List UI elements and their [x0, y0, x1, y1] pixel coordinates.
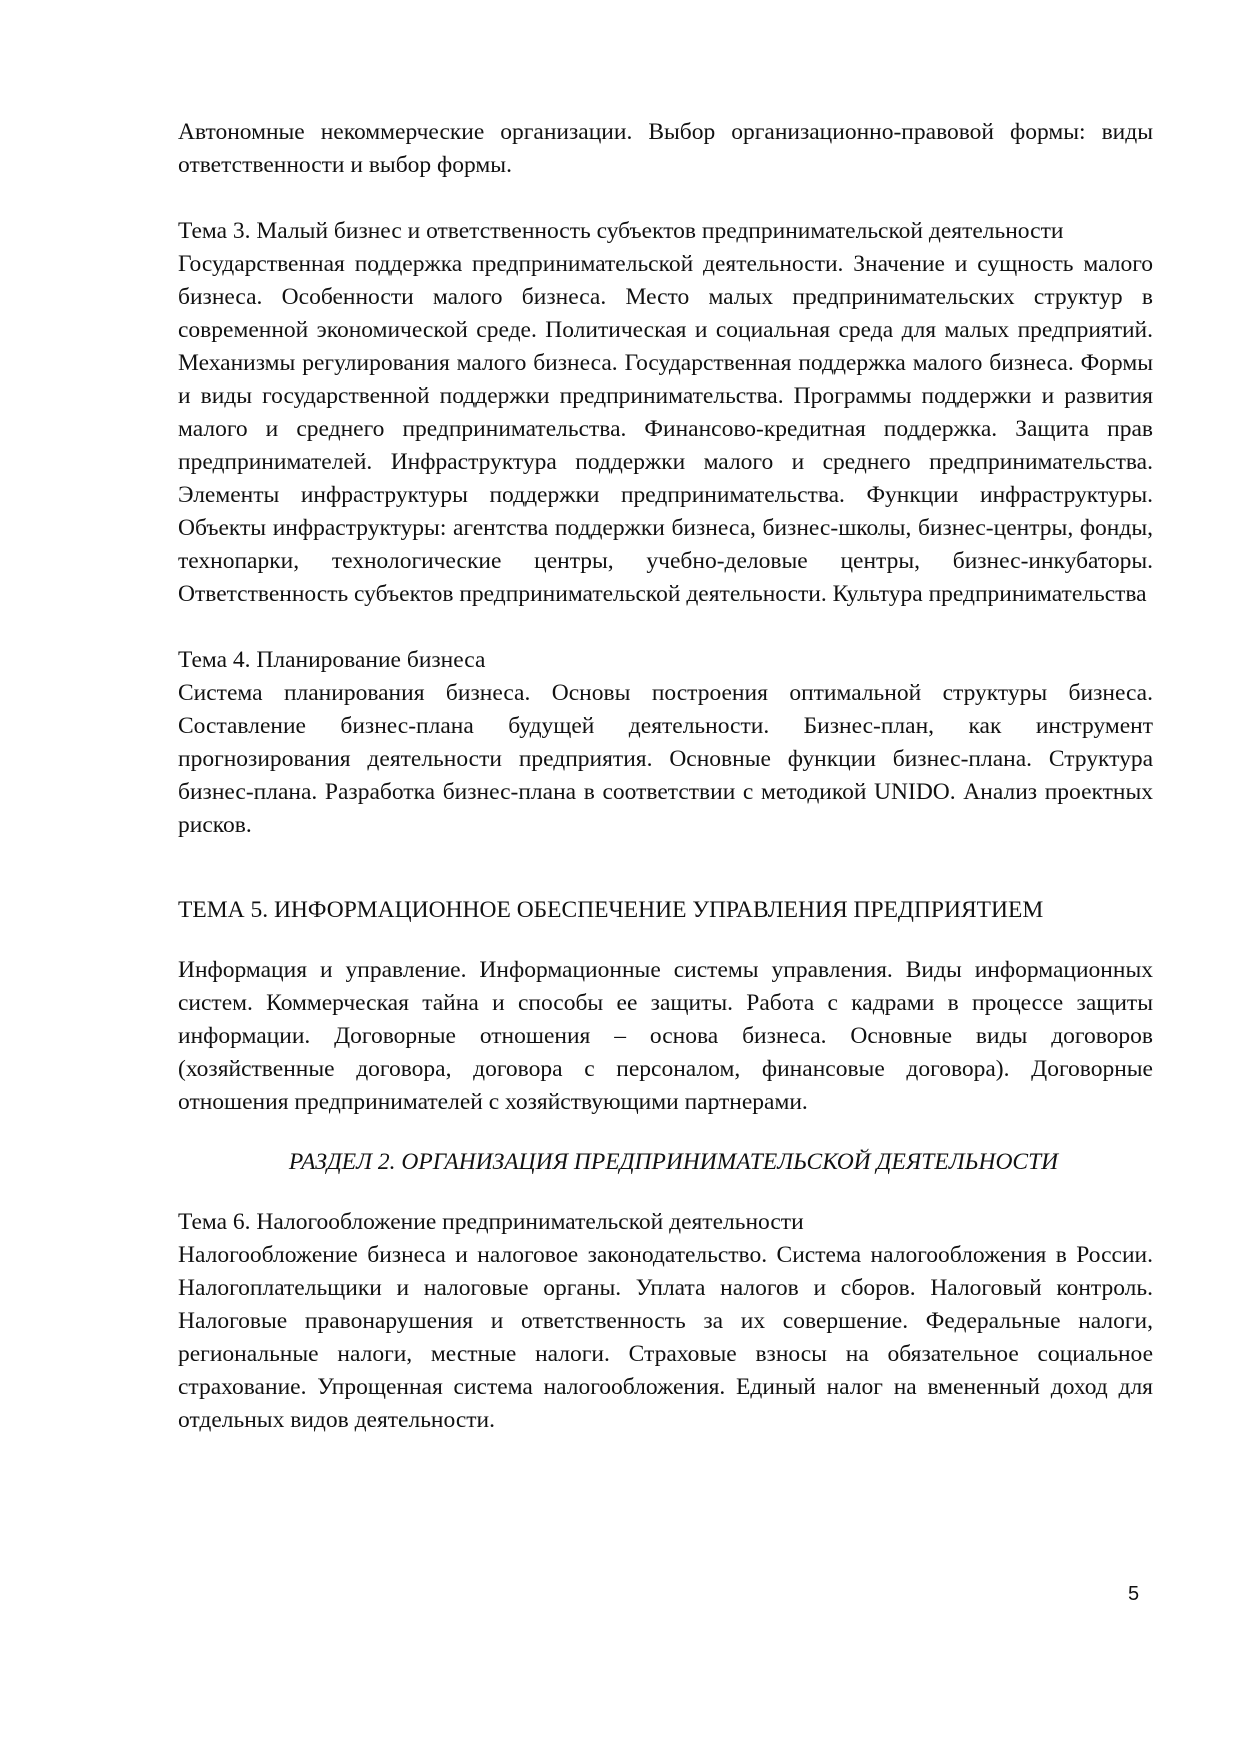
topic3-title: Тема 3. Малый бизнес и ответственность субъектов предпринимательской деятельности [178, 218, 1064, 244]
page-number: 5 [1128, 1583, 1140, 1605]
spacer [178, 182, 1153, 215]
topic4-body: Система планирования бизнеса. Основы построения оптимальной структуры бизнеса. Составление бизнес-плана будущей деятельности. Бизнес-план, как инструмент прогнозирования деятельности предприятия. Основные функции бизнес-плана. Структура бизнес-плана. Разработка бизнес-плана в соответствии с методикой UNIDO. Анализ проектных рисков. [178, 680, 1153, 838]
page-content [178, 116, 1153, 1437]
spacer [178, 927, 1153, 954]
topic6-title: Тема 6. Налогообложение предпринимательской деятельности [178, 1209, 804, 1235]
spacer [178, 611, 1153, 644]
topic4-title: Тема 4. Планирование бизнеса [178, 647, 486, 673]
topic5-body: Информация и управление. Информационные системы управления. Виды информационных систем. Коммерческая тайна и способы ее защиты. Работа с кадрами в процессе защиты информации. Договорные отношения – основа бизнеса. Основные виды договоров (хозяйственные договора, договора с персоналом, финансовые договора). Договорные отношения предпринимателей с хозяйствующими партнерами. [178, 957, 1153, 1115]
spacer [178, 842, 1153, 894]
topic6-body: Налогообложение бизнеса и налоговое законодательство. Система налогообложения в России. Налогоплательщики и налоговые органы. Уплата налогов и сборов. Налоговый контроль. Налоговые правонарушения и ответственность за их совершение. Федеральные налоги, региональные налоги, местные налоги. Страховые взносы на обязательное социальное страхование. Упрощенная система налогообложения. Единый налог на вмененный доход для отдельных видов деятельности. [178, 1242, 1153, 1433]
intro-paragraph: Автономные некоммерческие организации. Выбор организационно-правовой формы: виды ответственности и выбор формы. [178, 119, 1153, 178]
spacer [178, 1179, 1153, 1206]
section2-heading: РАЗДЕЛ 2. ОРГАНИЗАЦИЯ ПРЕДПРИНИМАТЕЛЬСКОЙ ДЕЯТЕЛЬНОСТИ [288, 1149, 1059, 1175]
spacer [178, 1119, 1153, 1146]
topic3-body: Государственная поддержка предпринимательской деятельности. Значение и сущность малого бизнеса. Особенности малого бизнеса. Место малых предпринимательских структур в современной экономической среде. Политическая и социальная среда для малых предприятий. Механизмы регулирования малого бизнеса. Государственная поддержка малого бизнеса. Формы и виды государственной поддержки предпринимательства. Программы поддержки и развития малого и среднего предпринимательства. Финансово-кредитная поддержка. Защита прав предпринимателей. Инфраструктура поддержки малого и среднего предпринимательства. Элементы инфраструктуры поддержки предпринимательства. Функции инфраструктуры. Объекты инфраструктуры: агентства поддержки бизнеса, бизнес-школы, бизнес-центры, фонды, технопарки, технологические центры, учебно-деловые центры, бизнес-инкубаторы. Ответственность субъектов предпринимательской деятельности. Культура предпринимательства [178, 251, 1153, 607]
topic5-title: ТЕМА 5. ИНФОРМАЦИОННОЕ ОБЕСПЕЧЕНИЕ УПРАВЛЕНИЯ ПРЕДПРИЯТИЕМ [178, 897, 1044, 923]
